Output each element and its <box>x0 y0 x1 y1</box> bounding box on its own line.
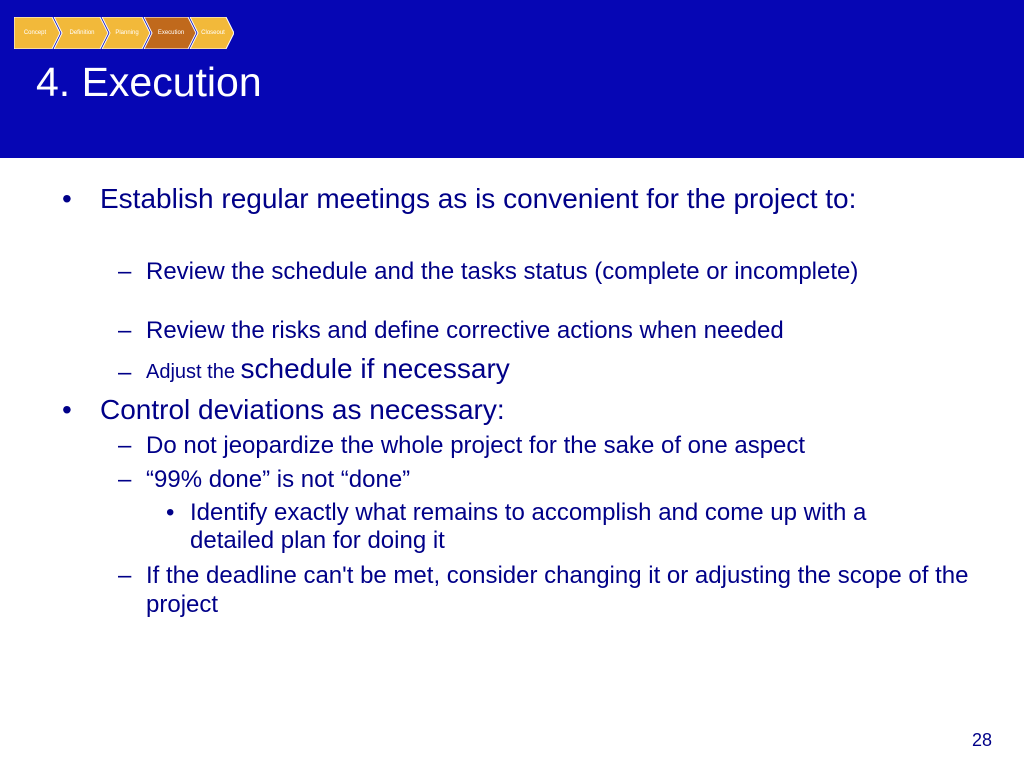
dash-marker: – <box>118 466 132 493</box>
sub-bullet-text: Review the schedule and the tasks status (complete or incomplete) <box>146 258 859 285</box>
sub-bullet-text: Do not jeopardize the whole project for the sake of one aspect <box>146 432 806 459</box>
sub-bullet-text <box>146 352 946 389</box>
sub-bullet-text-large: schedule if necessary <box>240 353 510 384</box>
phase-label-planning: Planning <box>115 30 139 36</box>
phase-label-concept: Concept <box>23 30 47 36</box>
phase-label-definition: Definition <box>69 30 95 36</box>
sub-bullet-text: Review the risks and define corrective actions when needed <box>146 317 784 344</box>
dash-marker: – <box>118 359 132 386</box>
dash-marker: – <box>118 562 132 589</box>
bullet-marker: • <box>62 394 72 425</box>
phase-label-execution: Execution <box>157 30 185 36</box>
bullet-text: Control deviations as necessary: <box>100 394 505 425</box>
header-band <box>0 0 1024 158</box>
sub-bullet-text: “99% done” is not “done” <box>146 466 411 493</box>
dash-marker: – <box>118 258 132 285</box>
phase-label-closeout: Closeout <box>201 30 225 36</box>
bullet-marker: • <box>62 183 72 214</box>
sub-bullet-text: If the deadline can't be met, consider changing it or adjusting the scope of the project <box>146 562 969 618</box>
sub-sub-bullet-text: Identify exactly what remains to accomplish and come up with a detailed plan for doing it <box>190 499 867 554</box>
sub-bullet-text-small: Adjust the <box>146 361 241 383</box>
slide-title: 4. Execution <box>36 59 262 105</box>
dash-marker: – <box>118 317 132 344</box>
bullet-text: Establish regular meetings as is convenient for the project to: <box>100 183 857 214</box>
bullet-marker: • <box>166 499 175 526</box>
phase-progress-strip <box>14 17 234 49</box>
page-number: 28 <box>972 730 993 750</box>
dash-marker: – <box>118 432 132 459</box>
